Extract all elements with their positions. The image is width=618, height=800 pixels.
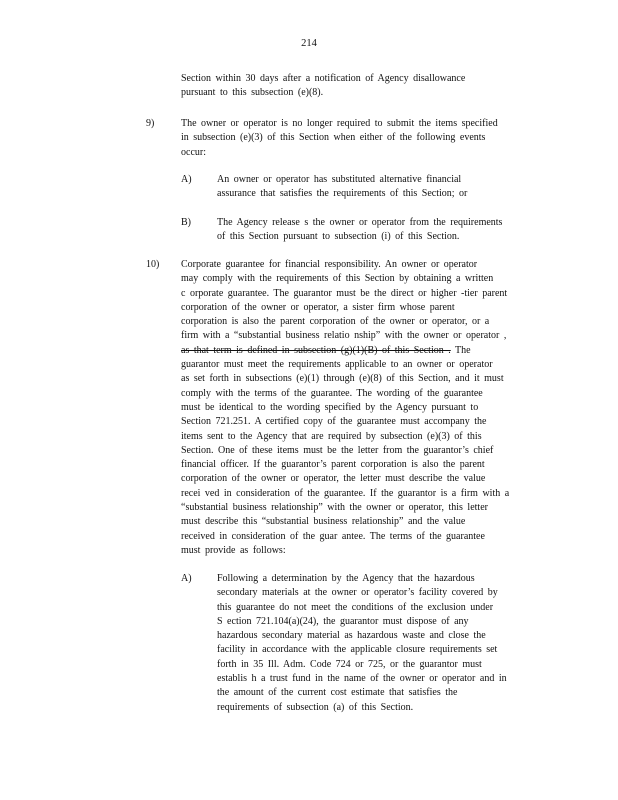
struck-text: as that term is defined in subsection (g)(1)(B) of this Section . bbox=[181, 344, 451, 356]
text-line: comply with the terms of the guarantee. The wording of the guarantee bbox=[181, 387, 483, 399]
text-line: guarantor must meet the requirements applicable to an owner or operator bbox=[181, 359, 493, 371]
text-after-strike: The bbox=[450, 344, 471, 356]
text-line: assurance that satisfies the requirements of this Section; or bbox=[217, 188, 468, 200]
text-line: of this Section pursuant to subsection (i) of this Section. bbox=[217, 231, 460, 243]
text-line: occur: bbox=[181, 146, 206, 158]
item-9b-paragraph bbox=[217, 216, 502, 245]
text-line: may comply with the requirements of this Section by obtaining a written bbox=[181, 273, 494, 285]
item-9a-marker: A) bbox=[181, 174, 192, 185]
item-10-marker: 10) bbox=[146, 259, 160, 270]
text-line: corporation is also the parent corporation of the owner or operator, or a bbox=[181, 316, 490, 328]
text-line: The Agency release s the owner or operator from the requirements bbox=[217, 217, 503, 228]
text-line: items sent to the Agency that are required by subsection (e)(3) of this bbox=[181, 430, 482, 442]
text-line: financial officer. If the guarantor’s parent corporation is also the parent bbox=[181, 459, 485, 471]
text-line: Section. One of these items must be the letter from the guarantor’s chief bbox=[181, 444, 494, 456]
text-line: must be identical to the wording specified by the Agency pursuant to bbox=[181, 401, 479, 413]
text-line: Following a determination by the Agency that the hazardous bbox=[217, 573, 475, 584]
text-line: S ection 721.104(a)(24), the guarantor must dispose of any bbox=[217, 615, 469, 627]
text-line: c orporate guarantee. The guarantor must be the direct or higher -tier parent bbox=[181, 287, 508, 299]
text-line: received in consideration of the guar antee. The terms of the guarantee bbox=[181, 530, 485, 542]
item-10a-paragraph bbox=[217, 572, 507, 715]
continuation-paragraph bbox=[181, 72, 465, 101]
item-9b-marker: B) bbox=[181, 217, 191, 228]
item-10a-marker: A) bbox=[181, 573, 192, 584]
item-9-paragraph bbox=[181, 117, 498, 160]
text-line: pursuant to this subsection (e)(8). bbox=[181, 87, 324, 99]
text-line: must provide as follows: bbox=[181, 544, 286, 556]
text-line: Section within 30 days after a notification of Agency disallowance bbox=[181, 73, 466, 84]
text-line: “substantial business relationship” with the owner or operator, this letter bbox=[181, 502, 488, 514]
item-9-marker: 9) bbox=[146, 118, 155, 129]
text-line: as set forth in subsections (e)(1) through (e)(8) of this Section, and it must bbox=[181, 373, 504, 385]
page-number: 214 bbox=[301, 38, 317, 49]
text-line: facility in accordance with the applicable closure requirements set bbox=[217, 644, 498, 656]
text-line: Section 721.251. A certified copy of the guarantee must accompany the bbox=[181, 416, 487, 428]
item-10-paragraph bbox=[181, 258, 509, 558]
text-line: the amount of the current cost estimate that satisfies the bbox=[217, 687, 458, 699]
text-line: in subsection (e)(3) of this Section when either of the following events bbox=[181, 132, 486, 144]
text-line: An owner or operator has substituted alternative financial bbox=[217, 174, 462, 185]
text-line: corporation of the owner or operator, a sister firm whose parent bbox=[181, 301, 455, 313]
text-line: forth in 35 Ill. Adm. Code 724 or 725, or the guarantor must bbox=[217, 658, 482, 670]
text-line: recei ved in consideration of the guarantee. If the guarantor is a firm with a bbox=[181, 487, 510, 499]
text-line: Corporate guarantee for financial responsibility. An owner or operator bbox=[181, 259, 478, 270]
text-line-with-strikethrough bbox=[181, 344, 509, 358]
item-9a-paragraph bbox=[217, 173, 467, 202]
text-line: secondary materials at the owner or operator’s facility covered by bbox=[217, 587, 498, 599]
text-line: requirements of subsection (a) of this Section. bbox=[217, 701, 414, 713]
text-line: hazardous secondary material as hazardous waste and close the bbox=[217, 630, 486, 642]
text-line: The owner or operator is no longer required to submit the items specified bbox=[181, 118, 498, 129]
text-line: firm with a “substantial business relatio nship” with the owner or operator , bbox=[181, 330, 507, 342]
text-line: must describe this “substantial business relationship” and the value bbox=[181, 516, 466, 528]
text-line: this guarantee do not meet the conditions of the exclusion under bbox=[217, 601, 494, 613]
text-line: establis h a trust fund in the name of the owner or operator and in bbox=[217, 673, 507, 685]
text-line: corporation of the owner or operator, the letter must describe the value bbox=[181, 473, 486, 485]
